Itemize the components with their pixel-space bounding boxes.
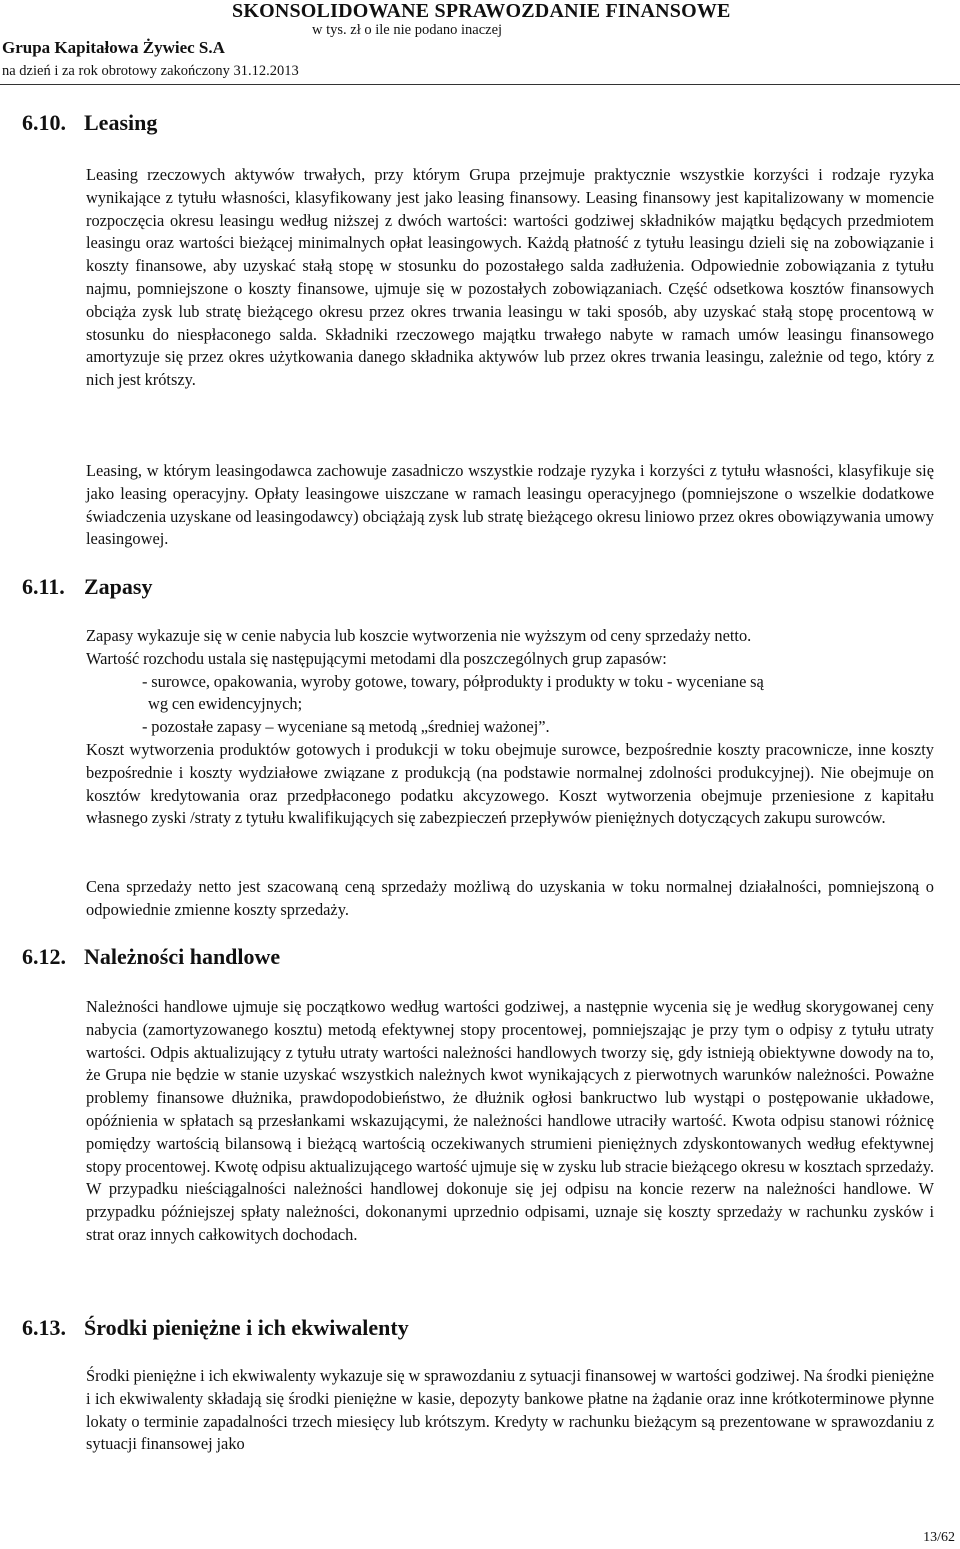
section-title: Należności handlowe — [84, 944, 281, 969]
list-item-continuation: wg cen ewidencyjnych; — [148, 694, 303, 714]
section-number: 6.10. — [22, 110, 66, 135]
section-heading-cash — [22, 1315, 409, 1341]
paragraph-text: Środki pieniężne i ich ekwiwalenty wykazuje się w sprawozdaniu z sytuacji finansowej w wartości godziwej. Na środki pieniężne i ich ekwiwalenty składają się środki pieniężne w kasie, depozyty bankowe płatne na żądanie oraz inne krótkoterminowe płynne lokaty o terminie zapadalności trzech miesięcy lub krótszym. Kredyty w rachunku bieżącym są prezentowane w sprawozdaniu z sytuacji finansowej jako — [86, 1366, 934, 1454]
inventory-paragraph-net-price — [86, 876, 934, 922]
reporting-period: na dzień i za rok obrotowy zakończony 31.12.2013 — [2, 63, 299, 79]
paragraph-text: Cena sprzedaży netto jest szacowaną ceną sprzedaży możliwą do uzyskania w toku normalnej działalności, pomniejszoną o odpowiednie zmienne koszty sprzedaży. — [86, 877, 934, 919]
section-heading-receivables — [22, 944, 280, 970]
list-item: - pozostałe zapasy – wyceniane są metodą „średniej ważonej”. — [142, 717, 550, 737]
company-name: Grupa Kapitałowa Żywiec S.A — [2, 38, 225, 57]
list-item: - surowce, opakowania, wyroby gotowe, towary, półprodukty i produkty w toku - wyceniane są — [142, 671, 764, 691]
section-title: Zapasy — [84, 574, 153, 599]
cash-paragraph — [86, 1365, 934, 1456]
units-note: w tys. zł o ile nie podano inaczej — [312, 22, 503, 38]
section-heading-inventory — [22, 574, 152, 600]
paragraph-text: Zapasy wykazuje się w cenie nabycia lub koszcie wytworzenia nie wyższym od ceny sprzedaży netto. — [86, 626, 752, 645]
paragraph-text: Należności handlowe ujmuje się początkowo według wartości godziwej, a następnie wycenia się je według skorygowanej ceny nabycia (zamortyzowanego kosztu) metodą efektywnej stopy procentowej, pomniejszając je przy tym o odpisy z tytułu utraty wartości. Odpis aktualizujący z tytułu utraty wartości należności handlowych tworzy się, gdy istnieją obiektywne dowody na to, że Grupa nie będzie w stanie uzyskać wszystkich należnych kwot wynikających z pierwotnych warunków należności. Poważne problemy finansowe dłużnika, prawdopodobieństwo, że dłużnik ogłosi bankructwo lub wystąpi o postępowanie układowe, opóźnienia w spłatach są przesłankami wskazującymi, że należności handlowe utraciły wartość. Kwota odpisu stanowi różnicę pomiędzy wartością bilansową i bieżącą wartością oczekiwanych strumieni pieniężnych zdyskontowanych według efektywnej stopy procentowej. Kwotę odpisu aktualizującego wartość ujmuje się w zysku lub stracie bieżącego okresu w kosztach sprzedaży. W przypadku nieściągalności należności handlowej dokonuje się jej odpisu na koncie rezerw na należności handlowe. W przypadku późniejszej spłaty należności, dokonanymi uprzednio odpisami, uznaje się koszty sprzedaży w rachunku zysków i strat oraz innych całkowitych dochodach. — [86, 997, 934, 1244]
leasing-paragraph-finance — [86, 164, 934, 392]
section-title: Leasing — [84, 110, 158, 135]
section-number: 6.12. — [22, 944, 66, 969]
section-title: Środki pieniężne i ich ekwiwalenty — [84, 1315, 409, 1340]
paragraph-text: Wartość rozchodu ustala się następującymi metodami dla poszczególnych grup zapasów: — [86, 648, 667, 668]
inventory-paragraph-valuation — [86, 625, 934, 830]
receivables-paragraph — [86, 996, 934, 1247]
paragraph-text: Leasing, w którym leasingodawca zachowuje zasadniczo wszystkie rodzaje ryzyka i korzyści z tytułu własności, klasyfikuje się jako leasing operacyjny. Opłaty leasingowe uiszczane w ramach leasingu operacyjnego (pomniejszone o wszelkie dodatkowe świadczenia uzyskane od leasingodawcy) obciążają zysk lub stratę bieżącego okresu liniowo przez okres obowiązywania umowy leasingowej. — [86, 461, 934, 549]
section-heading-leasing — [22, 110, 157, 136]
leasing-paragraph-operating — [86, 460, 934, 551]
report-title: SKONSOLIDOWANE SPRAWOZDANIE FINANSOWE — [232, 0, 731, 22]
section-number: 6.11. — [22, 574, 65, 599]
section-number: 6.13. — [22, 1315, 66, 1340]
paragraph-text: Koszt wytworzenia produktów gotowych i produkcji w toku obejmuje surowce, bezpośrednie koszty pracownicze, inne koszty bezpośrednie i koszty wydziałowe związane z produkcją (na podstawie normalnej zdolności produkcyjnej). Nie obejmuje on kosztów kredytowania oraz przedpłaconego podatku akcyzowego. Koszt wytworzenia obejmuje przeniesione z kapitału własnego zyski /straty z tytułu kwalifikujących się zabezpieczeń przepływów pieniężnych dotyczących zakupu surowców. — [86, 739, 934, 828]
paragraph-text: Leasing rzeczowych aktywów trwałych, przy którym Grupa przejmuje praktycznie wszystkie korzyści i rodzaje ryzyka wynikające z tytułu własności, klasyfikowany jest jako leasing finansowy. Leasing finansowy jest kapitalizowany w momencie rozpoczęcia okresu leasingu według niższej z dwóch wartości: wartości godziwej składników majątku będących przedmiotem leasingu oraz wartości bieżącej minimalnych opłat leasingowych. Każdą płatność z tytułu leasingu dzieli się na zobowiązanie i koszty finansowe, aby uzyskać stałą stopę w stosunku do pozostałego salda zadłużenia. Odpowiednie zobowiązania z tytułu najmu, pomniejszone o koszty finansowe, ujmuje się w pozostałych zobowiązaniach. Część odsetkowa kosztów finansowych obciąża zysk lub stratę bieżącego okresu przez okres trwania leasingu w taki sposób, aby uzyskać stałą stopę procentową w stosunku do niespłaconego salda. Składniki rzeczowego majątku trwałego nabyte w ramach umów leasingu finansowego amortyzuje się przez okres użytkowania danego składnika aktywów lub przez okres trwania leasingu, zależnie od tego, który z nich jest krótszy. — [86, 165, 934, 390]
header-divider — [0, 84, 960, 85]
page-number: 13/62 — [923, 1530, 955, 1545]
